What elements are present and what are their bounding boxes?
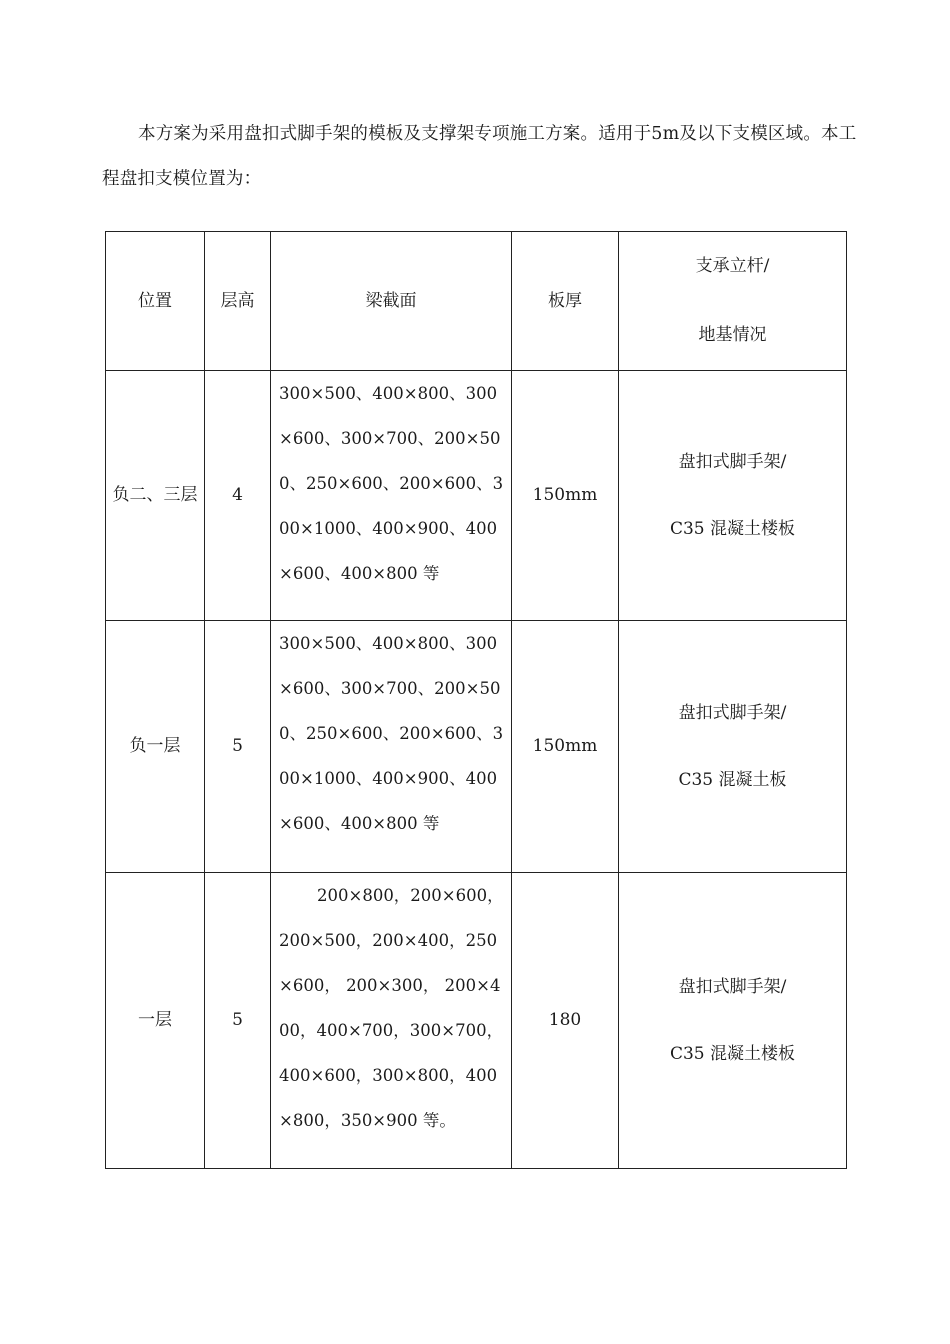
cell-support-line-1: 盘扣式脚手架/	[678, 976, 787, 997]
cell-location: 一层	[106, 873, 205, 1169]
cell-floor-height: 5	[205, 873, 271, 1169]
cell-support-line-1: 盘扣式脚手架/	[678, 451, 787, 472]
cell-beam-section: 200×800，200×600，200×500，200×400，250×600， 200×300， 200×400，400×700，300×700，400×600，300×800，400×800，350×900 等。	[271, 873, 512, 1169]
cell-support-line-2: C35 混凝土板	[678, 769, 787, 790]
header-slab-thickness: 板厚	[512, 232, 619, 371]
header-support-line-1: 支承立杆/	[695, 256, 770, 276]
table-header-row	[106, 232, 847, 371]
table-row	[106, 873, 847, 1169]
cell-beam-section: 300×500、400×800、300×600、300×700、200×500、250×600、200×600、300×1000、400×900、400×600、400×800 等	[271, 371, 512, 621]
table-row	[106, 371, 847, 621]
header-location: 位置	[106, 232, 205, 371]
table-row	[106, 621, 847, 873]
cell-support	[619, 873, 847, 1169]
cell-slab-thickness: 150mm	[512, 371, 619, 621]
cell-slab-thickness: 180	[512, 873, 619, 1169]
cell-floor-height: 4	[205, 371, 271, 621]
intro-paragraph	[102, 112, 872, 202]
cell-support	[619, 621, 847, 873]
header-floor-height: 层高	[205, 232, 271, 371]
header-support-line-2: 地基情况	[698, 325, 767, 345]
cell-support	[619, 371, 847, 621]
header-support	[619, 232, 847, 371]
cell-floor-height: 5	[205, 621, 271, 873]
cell-support-line-2: C35 混凝土楼板	[669, 1043, 796, 1064]
cell-location: 负一层	[106, 621, 205, 873]
formwork-location-table	[105, 231, 847, 1169]
cell-slab-thickness: 150mm	[512, 621, 619, 873]
header-beam-section: 梁截面	[271, 232, 512, 371]
intro-line-1: 本方案为采用盘扣式脚手架的模板及支撑架专项施工方案。适用于5m及以下支模区域。	[138, 124, 822, 144]
cell-location: 负二、三层	[106, 371, 205, 621]
cell-support-line-2: C35 混凝土楼板	[669, 518, 796, 539]
intro-line-2: 本工程盘扣支模位置为：	[102, 124, 857, 189]
cell-support-line-1: 盘扣式脚手架/	[678, 702, 787, 723]
cell-beam-section: 300×500、400×800、300×600、300×700、200×500、250×600、200×600、300×1000、400×900、400×600、400×800 等	[271, 621, 512, 873]
